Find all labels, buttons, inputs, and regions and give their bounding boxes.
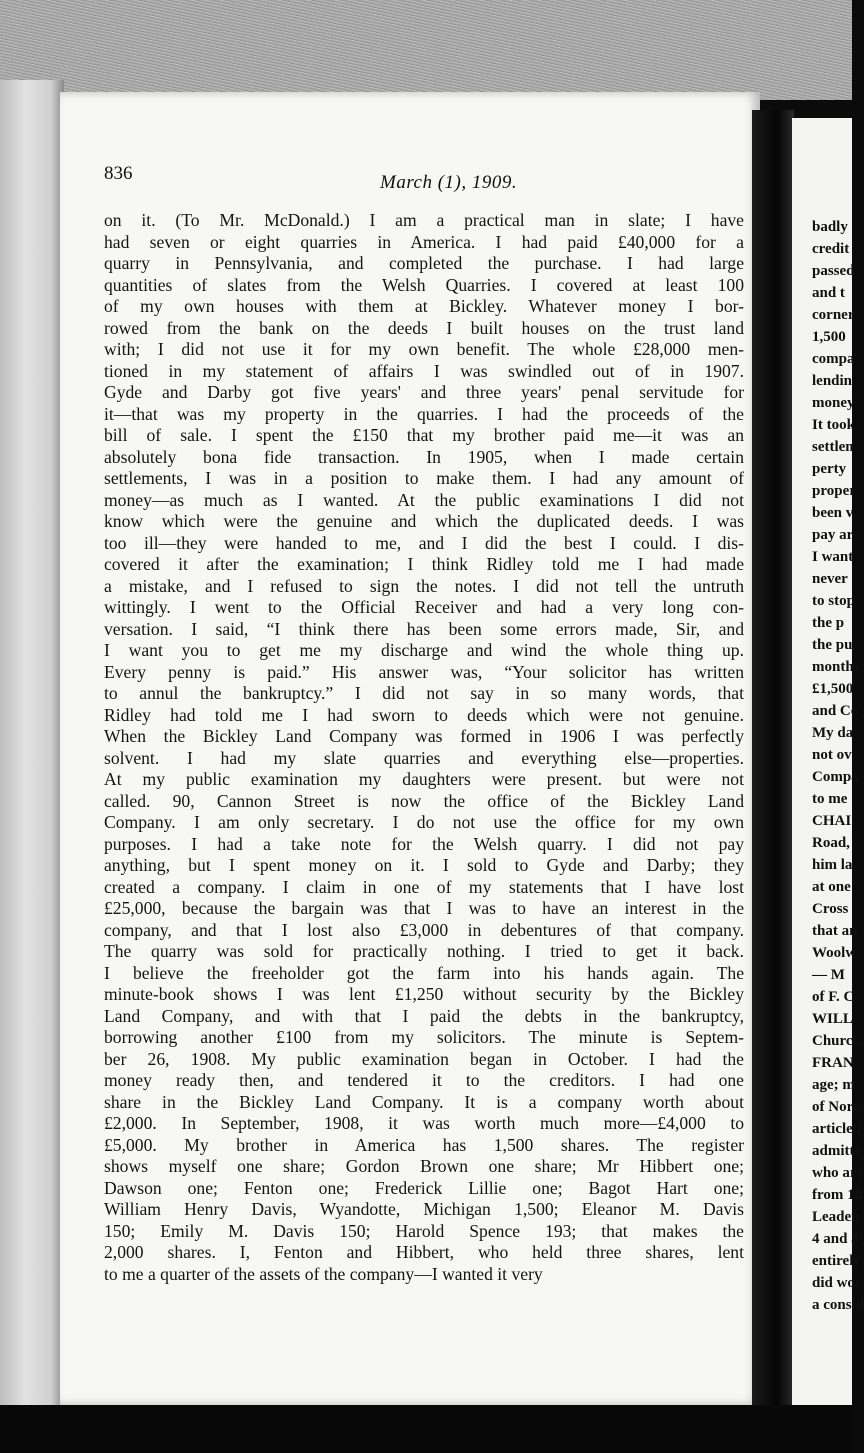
text-line: Gyde and Darby got five years' and three years' penal servitude for xyxy=(104,382,744,402)
text-line: money—as much as I wanted. At the public examinations I did not xyxy=(104,489,744,510)
text-line: 150; Emily M. Davis 150; Harold Spence 193; that makes the xyxy=(104,1220,744,1241)
adjacent-page-fragment: and Co xyxy=(812,703,859,719)
text-line: Every penny is paid.” His answer was, “Your solicitor has written xyxy=(104,661,744,682)
adjacent-page-fragment: 4 and 5 xyxy=(812,1231,859,1247)
adjacent-page-fragment: from 18 xyxy=(812,1187,863,1203)
text-line: called. 90, Cannon Street is now the office of the Bickley Land xyxy=(104,790,744,811)
text-line: purposes. I had a take note for the Welsh quarry. I did not pay xyxy=(104,833,744,854)
text-line: At my public examination my daughters were present. but were not xyxy=(104,769,744,789)
adjacent-page-fragment: Church xyxy=(812,1033,861,1049)
adjacent-page-fragment: passed xyxy=(812,263,855,279)
adjacent-page-fragment: Compa xyxy=(812,769,859,785)
adjacent-page-fragment: proper xyxy=(812,483,856,499)
adjacent-page-fragment: 1,500 xyxy=(812,329,846,345)
adjacent-page-fragment: settlen xyxy=(812,439,854,455)
page-number: 836 xyxy=(104,163,133,184)
text-line: William Henry Davis, Wyandotte, Michigan 1,500; Eleanor M. Davis xyxy=(104,1199,744,1219)
page-header-date xyxy=(380,172,517,194)
adjacent-page-fragment: Cross xyxy=(812,901,849,917)
text-line: know which were the genuine and which the duplicated deeds. I was xyxy=(104,511,744,531)
adjacent-page-fragment: to me xyxy=(812,791,848,807)
adjacent-page-fragment: been v xyxy=(812,505,854,521)
text-line: tioned in my statement of affairs I was swindled out of in 1907. xyxy=(104,360,744,381)
adjacent-page-fragment: £1,500 xyxy=(812,681,854,697)
text-line: I believe the freeholder got the farm into his hands again. The xyxy=(104,962,744,983)
adjacent-page-fragment: Leaden xyxy=(812,1209,860,1225)
adjacent-page-fragment: badly xyxy=(812,219,848,235)
text-line: solvent. I had my slate quarries and everything else—properties. xyxy=(104,747,744,768)
text-line: Land Company, and with that I paid the debts in the bankruptcy, xyxy=(104,1005,744,1026)
text-line: on it. (To Mr. McDonald.) I am a practical man in slate; I have xyxy=(104,210,744,230)
adjacent-page-fragment: WILL xyxy=(812,1011,853,1027)
adjacent-page-fragment: FRAN xyxy=(812,1055,854,1071)
adjacent-page-fragment: My da xyxy=(812,725,854,741)
text-line: to me a quarter of the assets of the company—I wanted it very xyxy=(104,1263,543,1284)
text-line: quarry in Pennsylvania, and completed the purchase. I had large xyxy=(104,253,744,273)
text-line: £2,000. In September, 1908, it was worth much more—£4,000 to xyxy=(104,1113,744,1133)
adjacent-page-fragment: the p xyxy=(812,615,845,631)
text-line: company, and that I lost also £3,000 in debentures of that company. xyxy=(104,919,744,940)
adjacent-page-fragment: not ov xyxy=(812,747,852,763)
scan-top-margin xyxy=(0,0,852,100)
text-line: Ridley had told me I had sworn to deeds which were not genuine. xyxy=(104,704,744,725)
adjacent-page-fragment: money xyxy=(812,395,855,411)
adjacent-page-fragment: credit xyxy=(812,241,850,257)
text-line: shows myself one share; Gordon Brown one share; Mr Hibbert one; xyxy=(104,1156,744,1176)
text-line: ber 26, 1908. My public examination began in October. I had the xyxy=(104,1048,744,1069)
text-line: £5,000. My brother in America has 1,500 shares. The register xyxy=(104,1134,744,1155)
adjacent-page xyxy=(792,118,864,1418)
text-line: money ready then, and tendered it to the creditors. I had one xyxy=(104,1070,744,1090)
text-line: I want you to get me my discharge and wind the whole thing up. xyxy=(104,640,744,660)
scan-bottom-margin xyxy=(0,1405,852,1453)
adjacent-page-fragment: pay ar xyxy=(812,527,854,543)
adjacent-page-fragment: I want xyxy=(812,549,854,565)
adjacent-page-fragment: at one xyxy=(812,879,851,895)
text-line: rowed from the bank on the deeds I built houses on the trust land xyxy=(104,317,744,338)
adjacent-page-fragment: lendin xyxy=(812,373,853,389)
adjacent-page-fragment: that an xyxy=(812,923,858,939)
text-line: absolutely bona fide transaction. In 1905, when I made certain xyxy=(104,446,744,467)
text-line: The quarry was sold for practically nothing. I tried to get it back. xyxy=(104,941,744,961)
page-header-text: March (1), 1909. xyxy=(380,172,518,193)
text-line: of my own houses with them at Bickley. Whatever money I bor- xyxy=(104,296,744,316)
adjacent-page-fragment: corner xyxy=(812,307,855,323)
adjacent-page-fragment: of F. C xyxy=(812,989,855,1005)
text-line: covered it after the examination; I think Ridley told me I had made xyxy=(104,554,744,574)
text-line: wittingly. I went to the Official Receiver and had a very long con- xyxy=(104,597,744,617)
adjacent-page-fragment: entirely xyxy=(812,1253,861,1269)
adjacent-page-fragment: to stop xyxy=(812,593,855,609)
text-line: Dawson one; Fenton one; Frederick Lillie one; Bagot Hart one; xyxy=(104,1177,744,1198)
adjacent-page-fragment: compa xyxy=(812,351,855,367)
text-line: too ill—they were handed to me, and I did the best I could. I dis- xyxy=(104,532,744,553)
adjacent-page-fragment: never xyxy=(812,571,848,587)
adjacent-page-fragment: him la xyxy=(812,857,853,873)
adjacent-page-fragment: — M xyxy=(812,967,845,983)
adjacent-page-fragment: of Nort xyxy=(812,1099,859,1115)
text-line: to annul the bankruptcy.” I did not say in so many words, that xyxy=(104,683,744,703)
book-gutter xyxy=(752,110,794,1430)
text-line: with; I did not use it for my own benefit. The whole £28,000 men- xyxy=(104,339,744,359)
adjacent-page-fragment: admitte xyxy=(812,1143,862,1159)
text-line: created a company. I claim in one of my statements that I have lost xyxy=(104,876,744,897)
text-line: it—that was my property in the quarries. I had the proceeds of the xyxy=(104,403,744,424)
text-line: Company. I am only secretary. I do not use the office for my own xyxy=(104,812,744,832)
adjacent-page-fragment: Woolw xyxy=(812,945,857,961)
text-line: anything, but I spent money on it. I sold to Gyde and Darby; they xyxy=(104,855,744,875)
text-line: had seven or eight quarries in America. I had paid £40,000 for a xyxy=(104,231,744,252)
adjacent-page-fragment: perty xyxy=(812,461,847,477)
text-line: 2,000 shares. I, Fenton and Hibbert, who held three shares, lent xyxy=(104,1242,744,1262)
adjacent-page-fragment: did wor xyxy=(812,1275,862,1291)
adjacent-page-fragment: a consid xyxy=(812,1297,864,1313)
adjacent-page-fragment: articled xyxy=(812,1121,862,1137)
text-line: quantities of slates from the Welsh Quarries. I covered at least 100 xyxy=(104,274,744,295)
adjacent-page-fragment: and t xyxy=(812,285,845,301)
text-line: versation. I said, “I think there has been some errors made, Sir, and xyxy=(104,618,744,639)
text-line: bill of sale. I spent the £150 that my brother paid me—it was an xyxy=(104,425,744,445)
adjacent-page-fragment: age; m xyxy=(812,1077,855,1093)
text-line: borrowing another £100 from my solicitors. The minute is Septem- xyxy=(104,1027,744,1047)
text-line: settlements, I was in a position to make them. I had any amount of xyxy=(104,468,744,488)
adjacent-page-fragment: the pu xyxy=(812,637,853,653)
adjacent-page-fragment: Road, xyxy=(812,835,850,851)
adjacent-page-fragment: months xyxy=(812,659,860,675)
text-line: When the Bickley Land Company was formed in 1906 I was perfectly xyxy=(104,726,744,746)
text-line: £25,000, because the bargain was that I was to have an interest in the xyxy=(104,898,744,918)
text-line: share in the Bickley Land Company. It is a company worth about xyxy=(104,1091,744,1112)
adjacent-page-fragment: It took xyxy=(812,417,855,433)
body-text xyxy=(104,210,744,1285)
adjacent-page-fragment: CHAI xyxy=(812,813,852,829)
scan-left-margin xyxy=(0,80,64,1420)
text-line: minute-book shows I was lent £1,250 without security by the Bickley xyxy=(104,984,744,1004)
adjacent-page-fragment: who are xyxy=(812,1165,863,1181)
text-line: a mistake, and I refused to sign the notes. I did not tell the untruth xyxy=(104,575,744,596)
